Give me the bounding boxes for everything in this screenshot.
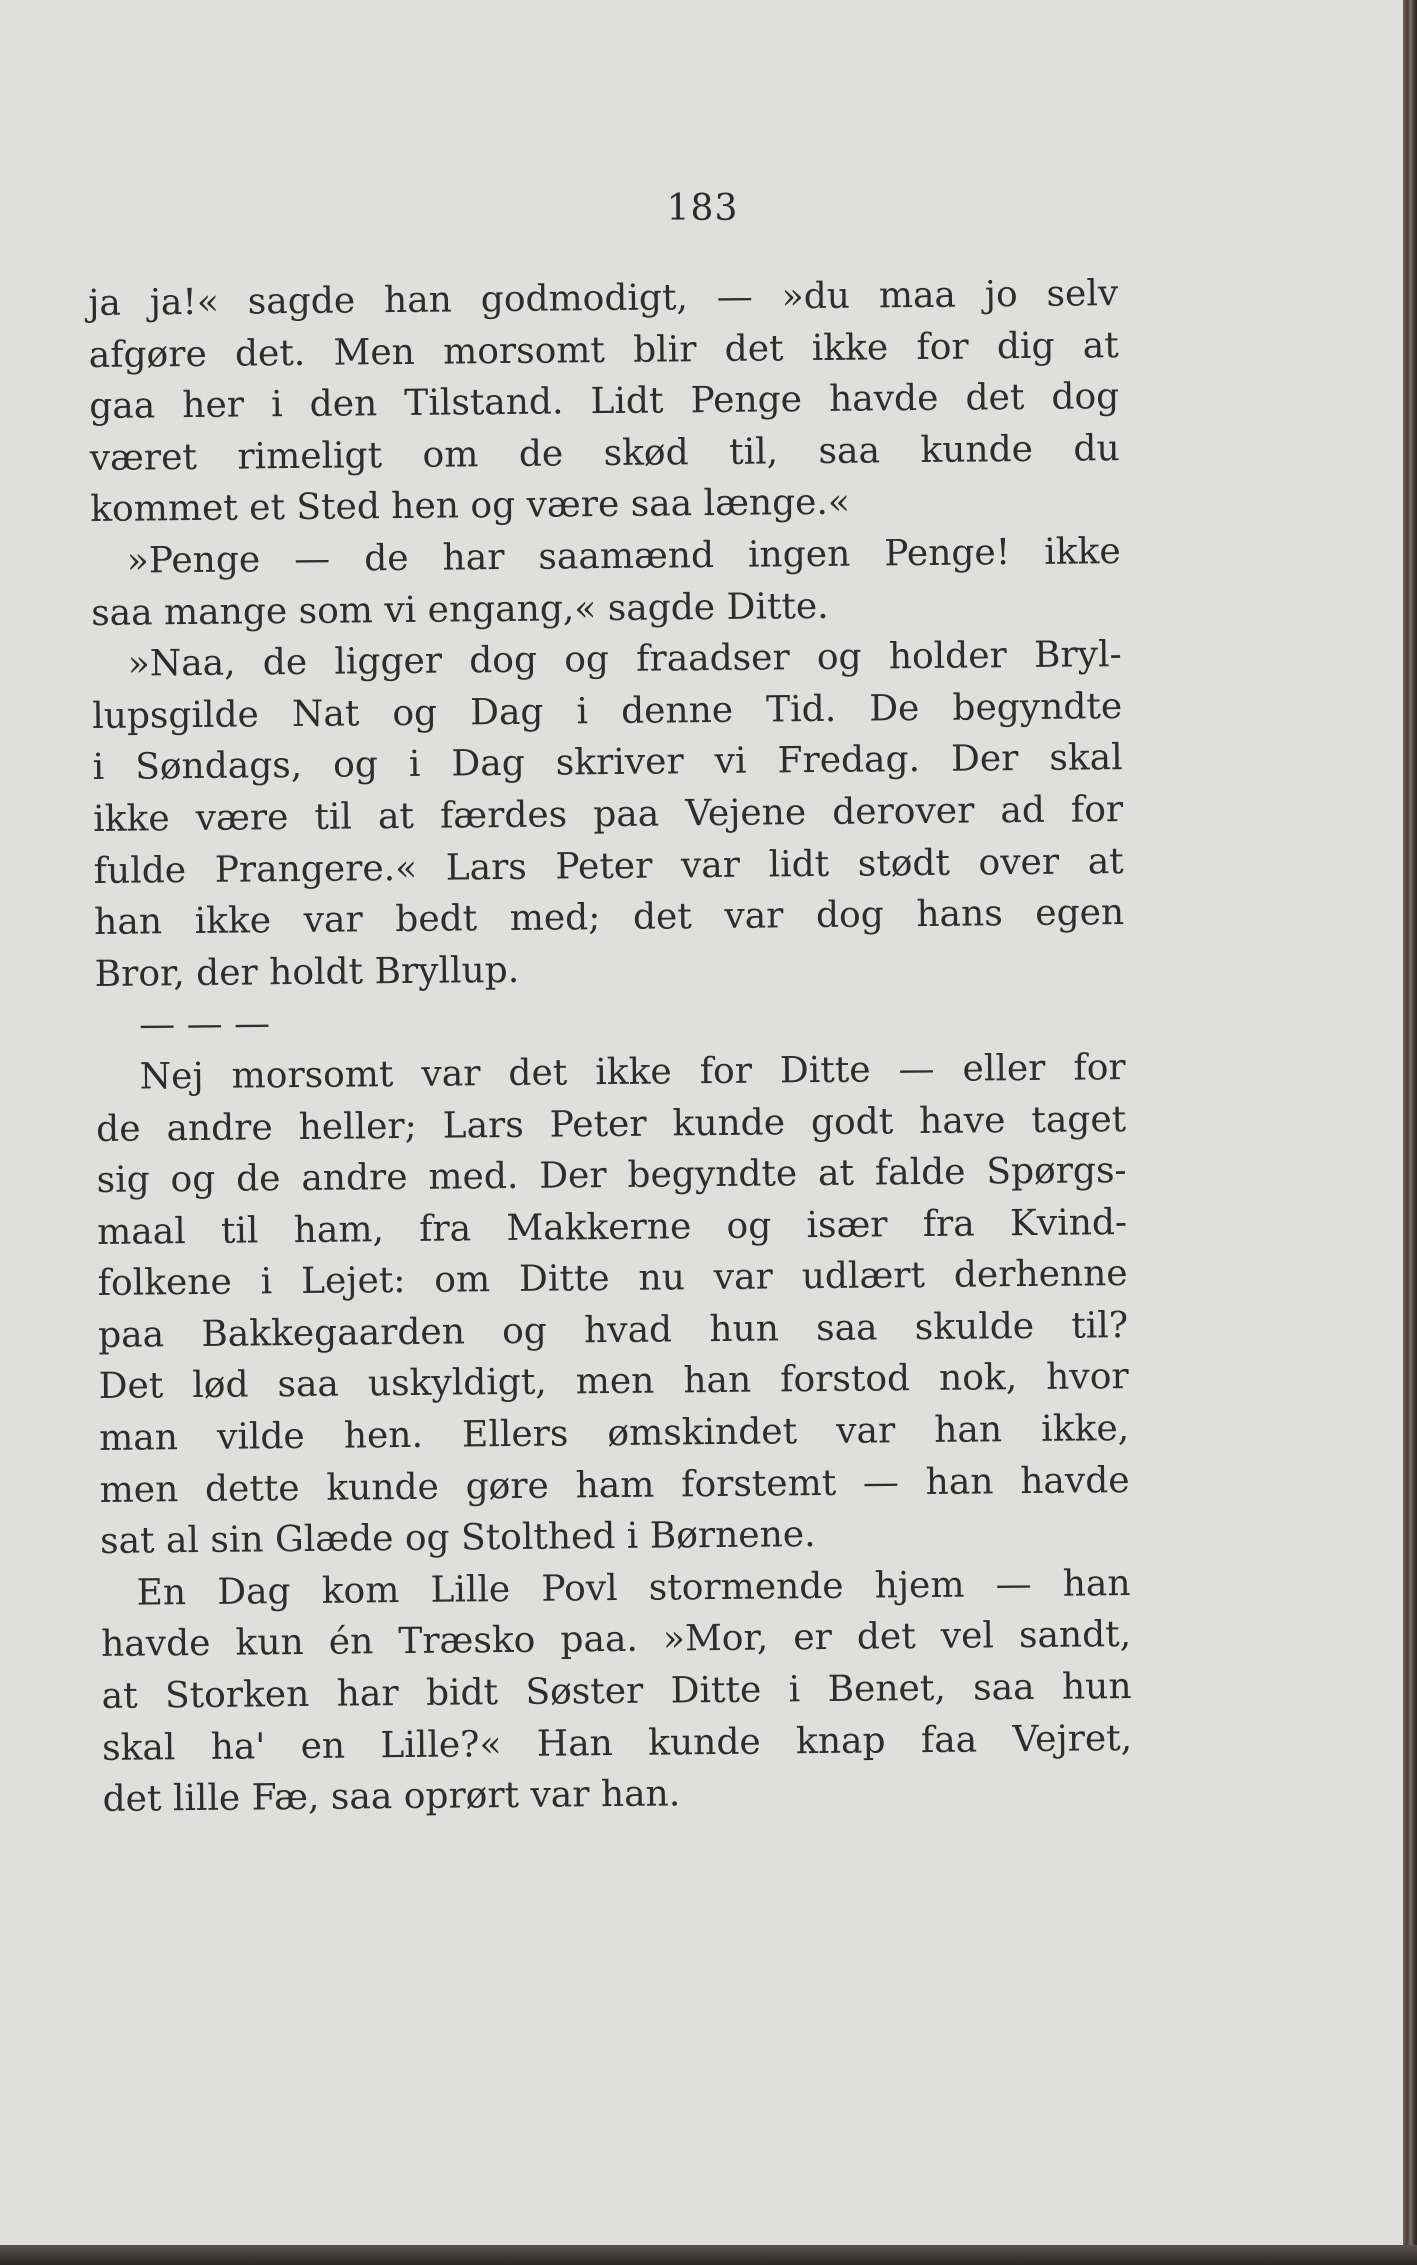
text-line: man vilde hen. Ellers ømskindet var han ikke, (98, 1408, 1130, 1460)
text-line: fulde Prangere.« Lars Peter var lidt stødt over at (93, 840, 1124, 892)
text-line: at Storken har bidt Søster Ditte i Benet, saa hun (101, 1666, 1132, 1717)
text-line: Det lød saa uskyldigt, men han forstod nok, hvor (98, 1356, 1129, 1408)
text-line: maal til ham, fra Makkerne og især fra Kvind- (96, 1201, 1128, 1253)
text-line: han ikke var bedt med; det var dog hans egen (93, 892, 1125, 944)
text-line: En Dag kom Lille Povl stormende hjem — han (136, 1562, 1131, 1614)
body-text (88, 268, 1133, 1826)
text-line: de andre heller; Lars Peter kunde godt have taget (95, 1098, 1127, 1150)
text-line: skal ha' en Lille?« Han kunde knap faa Vejret, (101, 1717, 1133, 1769)
text-line: sat al sin Glæde og Stolthed i Børnene. (99, 1514, 816, 1563)
page-number: 183 (666, 188, 739, 229)
text-line: ikke være til at færdes paa Vejene derover ad for (93, 789, 1124, 840)
text-line: Nej morsomt var det ikke for Ditte — eller for (139, 1046, 1126, 1098)
page-edge (1403, 0, 1417, 2265)
text-line: i Søndags, og i Dag skriver vi Fredag. Der skal (92, 737, 1123, 789)
text-line: det lille Fæ, saa oprørt var han. (102, 1773, 681, 1821)
text-line: afgøre det. Men morsomt blir det ikke for dig at (88, 324, 1119, 376)
text-line: ja ja!« sagde han godmodigt, — »du maa jo selv (88, 273, 1119, 324)
text-line: gaa her i den Tilstand. Lidt Penge havde det dog (89, 376, 1120, 428)
text-line: men dette kunde gøre ham forstemt — han havde (99, 1459, 1130, 1511)
text-line: lupsgilde Nat og Dag i denne Tid. De begyndte (92, 685, 1123, 737)
text-line: »Penge — de har saamænd ingen Penge! ikke (126, 531, 1121, 582)
text-line: Bror, der holdt Bryllup. (94, 949, 520, 995)
text-line: havde kun én Træsko paa. »Mor, er det vel sandt, (100, 1614, 1132, 1666)
text-line: paa Bakkegaarden og hvad hun saa skulde til? (97, 1304, 1129, 1356)
text-line: været rimeligt om de skød til, saa kunde du (89, 427, 1120, 479)
text-line: kommet et Sted hen og være saa længe.« (90, 482, 851, 531)
text-line: sig og de andre med. Der begyndte at falde Spørgs- (96, 1150, 1127, 1202)
section-break: — — — (138, 1003, 271, 1046)
text-line: saa mange som vi engang,« sagde Ditte. (91, 585, 829, 634)
text-line: »Naa, de ligger dog og fraadser og holder Bryl- (127, 634, 1122, 685)
page-bottom-edge (0, 2245, 1417, 2265)
text-line: folkene i Lejet: om Ditte nu var udlært derhenne (97, 1253, 1128, 1305)
